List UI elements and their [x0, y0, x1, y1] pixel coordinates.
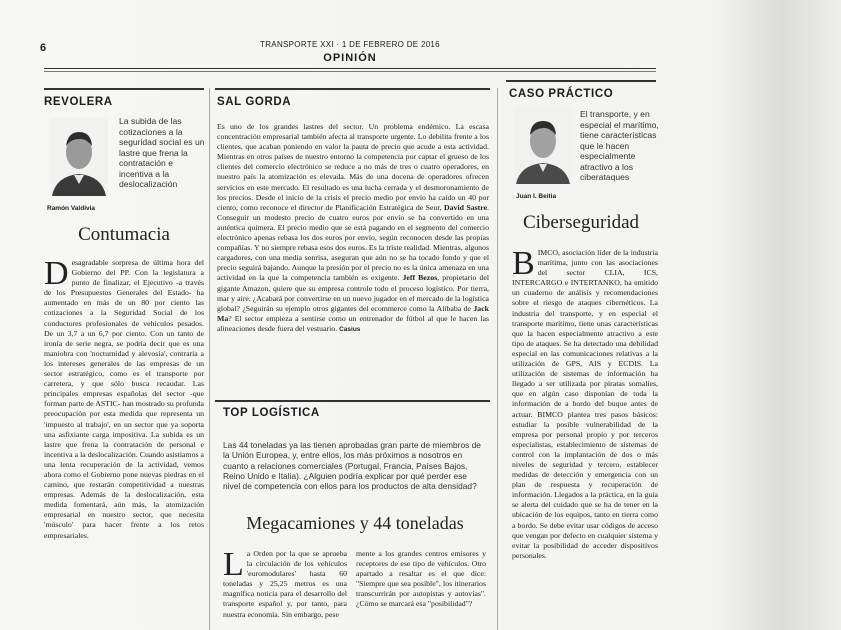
- sal-gorda-name-1: David Sastre: [444, 202, 488, 212]
- section-title: OPINIÓN: [323, 52, 377, 64]
- top-logistica-col-2-text: mente a los grandes centros emisores y receptores de ese tipo de vehículos. Otro apartado a resaltar es el que dice: "Siempre que sea posible", los itinerarios transcurrirán por autopistas y autovías". ¿Cómo se marcará esa "posibilidad"?: [356, 549, 486, 609]
- sal-gorda-signature: Casius: [339, 325, 361, 333]
- caso-practico-blurb: El transporte, y en especial el marítimo, tiene características que le hacen especialmente atractivo a los ciberataques: [580, 109, 659, 182]
- caso-practico-body: [512, 248, 658, 630]
- top-logistica-rule: [215, 400, 490, 402]
- revolera-title: Contumacia: [78, 224, 170, 245]
- caso-practico-title: Ciberseguridad: [522, 212, 640, 233]
- header-rule: [44, 68, 656, 69]
- top-logistica-title: Megacamiones y 44 toneladas: [246, 513, 464, 533]
- sal-gorda-heading: SAL GORDA: [217, 96, 292, 108]
- sal-gorda-body: [217, 122, 489, 384]
- column-divider-1: [209, 88, 210, 630]
- sal-gorda-text-1: Es uno de los grandes lastres del sector. Un problema endémico. La escasa concentración empresarial también afecta al transporte urgente. Lo debilita frente a los clientes, que acaban poniendo en valor la pauta de precio que acude a esta actividad. Mientras en otros países de nuestro entorno la competencia por captar el grueso de los clientes del comercio electrónico se reduce a no más de tres o cuatro operadores, en nuestro país la atomización es elevada. Más de una docena de operadores ofrecen servicios en este mercado. El resultado es una lucha cerrada y el desmoronamiento de los precios. Desde el inicio de la crisis el precio medio por envío ha caído un 40 por ciento, como reconoce el director de Planificación Estratégica de Seur,: [217, 122, 489, 212]
- sal-gorda-text-2: . Conseguir un modesto precio de cuatro euros por envío se ha convertido en una auténtica quimera. El precio medio que se está pagando en el segmento del comercio electrónico apenas rebasa los dos euros por envío, según reconocen desde las propias compañías. Y no siempre rebasa esos dos euros. Es la triste realidad. Mientras, algunos cargadores, con una media sonrisa, aseguran que aún no se ha tocado fondo y que el precio seguirá bajando. Aunque la presión por el precio no es la única amenaza en una actividad en la que la competencia también es exigente.: [217, 202, 489, 283]
- publication-line: TRANSPORTE XXI · 1 DE FEBRERO DE 2016: [260, 40, 440, 49]
- revolera-author-name: Ramón Valdivia: [47, 205, 96, 212]
- page-number: 6: [40, 42, 47, 54]
- caso-practico-heading: CASO PRÁCTICO: [509, 88, 614, 100]
- caso-practico-author-photo: [514, 108, 572, 184]
- caso-practico-author-name: Juan I. Beitia: [516, 193, 557, 200]
- revolera-body: [44, 258, 204, 630]
- top-logistica-dropcap: L: [223, 549, 244, 583]
- column-divider-2: [497, 88, 498, 630]
- portrait-icon: [514, 108, 572, 184]
- revolera-heading: REVOLERA: [44, 96, 113, 108]
- sal-gorda-name-3: Jack Ma: [217, 303, 489, 323]
- sal-gorda-text-3: , propietario del gigante Amazon, quiere que su empresa controle todo el proceso logístico. Por tierra, mar y aire. ¿Acabará por convertirse en un nuevo jugador en el mercado de la logística global? ¿Seguirán su ejemplo otros gigantes del ecommerce como la Alibaba de: [217, 273, 489, 313]
- top-logistica-intro: Las 44 toneladas ya las tienen aprobadas gran parte de miembros de la Unión Europea, y, entre ellos, los más próximos a nosotros en cuanto a relaciones comerciales (Portugal, Francia, Países Bajos, Reino Unido e Italia). ¿Alguien podría explicar por qué perder ese nivel de competencia con ellos para los productos de alta densidad?: [223, 440, 481, 492]
- top-logistica-heading: TOP LOGÍSTICA: [223, 407, 320, 419]
- sal-gorda-text-4: ? El sector empieza a sentirse como un entrenador de fútbol al que le hacen las alineaciones desde fuera del vestuario.: [217, 313, 489, 333]
- portrait-icon: [50, 118, 108, 196]
- caso-practico-dropcap: B: [512, 248, 535, 282]
- revolera-body-text: esagradable sorpresa de última hora del Gobierno del PP. Con la legislatura a punto de finalizar, el Ejecutivo -a través de los Presupuestos Generales del Estado- ha aumentado en más de un 80 por ciento las cotizaciones a la Seguridad Social de los conductores profesionales de vehículos pesados. De un 3,7 a un 6,7 por ciento. Con un tanto de ironía de serie negra, se podría decir que es una maniobra con 'nocturnidad y alevosía', contraria a los intereses generales de las empresas de un sector estratégico, como es el transporte por carretera, y que sólo busca recaudar. Las principales empresas españolas del sector -que forman parte de ASTIC- han mostrado su profunda preocupación por esta medida que representa un 'impuesto al trabajo', en un sector que ya soporta una asfixiante carga impositiva. La subida es un lastre que frena la contratación de personal e incentiva a la deslocalización. Cuando asistiamos a una lenta recuperación de la actividad, vemos ahora como el Gobierno pone nuevas piedras en el camino, que restarán competitividad a nuestras empresas. Además de la deslocalización, esta medida fomentará, aún más, la atomización empresarial en nuestro sector, que necesita 'músculo' para hacer frente a los retos empresariales.: [44, 258, 204, 540]
- revolera-rule: [44, 88, 204, 90]
- top-logistica-col-1-text: a Orden por la que se aprueba la circulación de los vehículos 'euromodulares' hasta 60 toneladas y 25,25 metros es una magnífica noticia para el desarrollo del transporte español y, por tanto, para nuestra economía. Sin embargo, pese: [223, 549, 347, 619]
- header-rule-thin: [44, 71, 656, 72]
- revolera-author-photo: [50, 118, 108, 196]
- sal-gorda-rule: [215, 88, 490, 90]
- caso-practico-body-text: IMCO, asociación líder de la industria marítima, junto con las asociaciones del sector CLIA, ICS, INTERCARGO e INTERTANKO, ha emitido un cuaderno de análisis y recomendaciones sobre el riesgo de ataques cibernéticos. La industria del transporte, y en especial el transporte marítimo, tiene unas características que la hacen especialmente atractivo a este tipo de ataques. Se ha detectado una debilidad especial en las comunicaciones relativas a la utilización de GPS, AIS y ECDIS. La utilización de sistemas de información ha llegado a ser utilizada por piratas somalíes, que en algún caso disponían de toda la información de a bordo del buque antes de actuar. BIMCO plantea tres pasos básicos: estudiar la posible vulnerabilidad de la empresa por personal propio y por terceros especialistas, establecimiento de sistemas de control con la implantación de dos o más niveles de seguridad y tercero, establecer medidas de detección y emergencia con un plan de respuesta y recuperación de información. Llegados a la práctica, en la guía se alerta del cuidado que se ha de tener en la ubicación de los equipos, tanto en tierra como a bordo. Se debe evitar usar códigos de acceso que vengan por defecto en cualquier sistema y evitar la posibilidad de acceder dispositivos personales.: [512, 248, 658, 560]
- caso-practico-rule: [506, 80, 656, 82]
- top-logistica-col-2: [356, 549, 486, 630]
- revolera-blurb: La subida de las cotizaciones a la seguridad social es un lastre que frena la contratación e incentiva a la deslocalización: [119, 116, 205, 189]
- top-logistica-col-1: [223, 549, 347, 630]
- revolera-dropcap: D: [44, 258, 69, 292]
- sal-gorda-name-2: Jeff Bezos: [402, 273, 438, 283]
